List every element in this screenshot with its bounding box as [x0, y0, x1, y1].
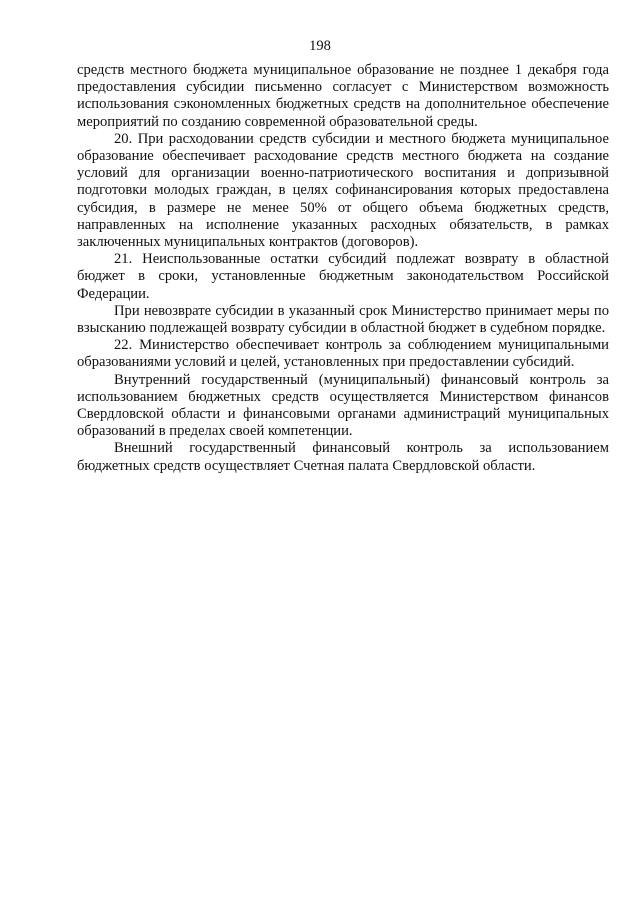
paragraph-item-21: 21. Неиспользованные остатки субсидий подлежат возврату в областной бюджет в сроки, установленные бюджетным законодательством Российской Федерации. — [77, 251, 609, 302]
document-body — [77, 62, 609, 475]
paragraph-external-control: Внешний государственный финансовый контроль за использованием бюджетных средств осуществляет Счетная палата Свердловской области. — [77, 440, 609, 474]
page-number: 198 — [309, 38, 331, 54]
paragraph-subsidy-savings: средств местного бюджета муниципальное образование не позднее 1 декабря года предоставления субсидии письменно согласует с Министерством возможность использования сэкономленных бюджетных средств на дополнительное обеспечение мероприятий по созданию современной образовательной среды. — [77, 62, 609, 130]
paragraph-internal-control: Внутренний государственный (муниципальный) финансовый контроль за использованием бюджетных средств осуществляется Министерством финансов Свердловской области и финансовыми органами администраций муниципальных образований в пределах своей компетенции. — [77, 371, 609, 440]
paragraph-item-20: 20. При расходовании средств субсидии и местного бюджета муниципальное образование обеспечивает расходование средств местного бюджета на создание условий для организации военно-патриотического воспитания и допризывной подготовки молодых граждан, в целях софинансирования которых предоставлена субсидия, в размере не менее 50% от общего объема бюджетных средств, направленных на исполнение указанных расходных обязательств, в рамках заключенных муниципальных контрактов (договоров). — [77, 130, 609, 251]
paragraph-non-return-measures: При невозврате субсидии в указанный срок Министерство принимает меры по взысканию подлежащей возврату субсидии в областной бюджет в судебном порядке. — [77, 302, 609, 337]
paragraph-item-22: 22. Министерство обеспечивает контроль за соблюдением муниципальными образованиями условий и целей, установленных при предоставлении субсидий. — [77, 337, 609, 371]
